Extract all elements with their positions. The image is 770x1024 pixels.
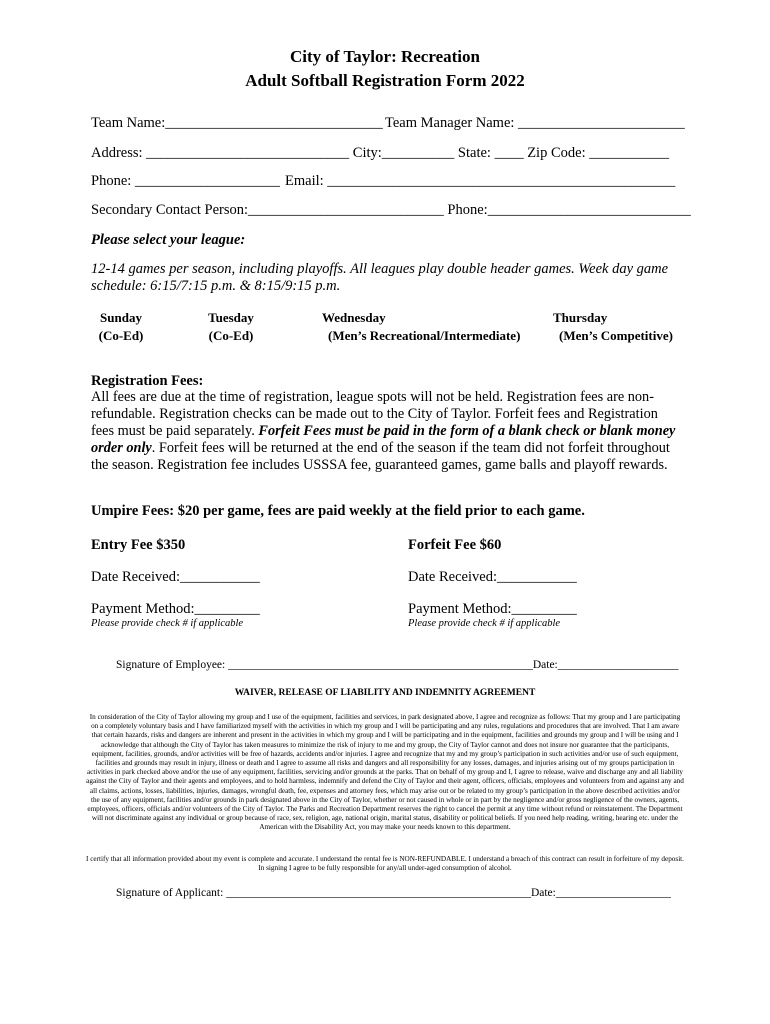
- schedule-line2: schedule: 6:15/7:15 p.m. & 8:15/9:15 p.m.: [91, 278, 341, 294]
- form-title-line1: City of Taylor: Recreation: [290, 47, 480, 66]
- league-day-label: Wednesday: [322, 310, 386, 325]
- form-title-line2: Adult Softball Registration Form 2022: [245, 71, 525, 90]
- registration-fees-text: [91, 389, 679, 474]
- forfeit-payment-method-field[interactable]: Payment Method:_________: [408, 601, 577, 617]
- certify-statement: I certify that all information provided about my event is complete and accurate. I understand the rental fee is NON-REFUNDABLE. I understand a breach of this contract can result in forfeiture of my deposit. In signing I agree to be fully responsible for any/all under-aged consumption of alcohol.: [86, 855, 684, 873]
- applicant-signature-field[interactable]: Signature of Applicant: _____________________________________________________Date:____________________: [116, 887, 671, 899]
- fees-text-part1: All fees are due at the time of registration, league spots will not be held. Registration fees are non-refundable. Registration checks can be made out to the City of Taylor. Forfeit fees and Registration fees must be paid separately.: [91, 389, 658, 439]
- forfeit-date-received-field[interactable]: Date Received:___________: [408, 569, 577, 585]
- fees-text-part2: . Forfeit fees will be returned at the end of the season if the team did not forfeit throughout the season. Registration fee includes USSSA fee, guaranteed games, game balls and playoff rewards.: [91, 440, 670, 473]
- league-option-sunday[interactable]: [91, 310, 151, 344]
- fees-text-bold: Forfeit Fees must be paid in the form of a blank check or blank money order only: [91, 423, 676, 456]
- entry-fee-label: Entry Fee $350: [91, 537, 186, 553]
- forfeit-fee-label: Forfeit Fee $60: [408, 537, 502, 553]
- umpire-fees: Umpire Fees: $20 per game, fees are paid weekly at the field prior to each game.: [91, 503, 585, 519]
- phone-field[interactable]: Phone: ____________________: [91, 173, 280, 189]
- league-option-wednesday[interactable]: [322, 310, 522, 344]
- league-type-label: (Men’s Competitive): [559, 328, 673, 343]
- registration-fees-heading: Registration Fees:: [91, 373, 204, 389]
- league-day-label: Tuesday: [208, 310, 254, 325]
- team-manager-field[interactable]: Team Manager Name: _______________________: [385, 115, 685, 131]
- secondary-contact-field[interactable]: Secondary Contact Person:___________________________ Phone:____________________________: [91, 202, 691, 218]
- entry-check-note: Please provide check # if applicable: [91, 618, 244, 629]
- team-name-field[interactable]: Team Name:______________________________: [91, 115, 383, 131]
- schedule-line1: 12-14 games per season, including playoffs. All leagues play double header games. Week day game: [91, 261, 669, 277]
- waiver-title: WAIVER, RELEASE OF LIABILITY AND INDEMNITY AGREEMENT: [234, 688, 536, 698]
- league-day-label: Thursday: [553, 310, 608, 325]
- league-day-label: Sunday: [100, 310, 142, 325]
- league-option-thursday[interactable]: [550, 310, 700, 344]
- entry-date-received-field[interactable]: Date Received:___________: [91, 569, 260, 585]
- entry-payment-method-field[interactable]: Payment Method:_________: [91, 601, 260, 617]
- email-field[interactable]: Email: ________________________________________________: [285, 173, 676, 189]
- league-type-label: (Men’s Recreational/Intermediate): [328, 328, 521, 343]
- league-type-label: (Co-Ed): [98, 328, 144, 343]
- employee-signature-field[interactable]: Signature of Employee: _____________________________________________________Date:_____________________: [116, 659, 679, 671]
- league-prompt: Please select your league:: [91, 232, 246, 248]
- address-line-field[interactable]: Address: ____________________________ City:__________ State: ____ Zip Code: ___________: [91, 145, 669, 161]
- waiver-body: In consideration of the City of Taylor allowing my group and I use of the equipment, facilities and services, in park designated above, I agree and recognize as follows: That my group and I are participating on a completely voluntary basis and I have familiarized myself with the activities in which my group and I will be participating and any rules, regulations and procedures that are involved. That I am aware that certain hazards, risks and dangers are inherent and present in the activities in which my group and I will be participating and in the equipment, facilities and grounds my group and I will be using and I acknowledge that although the City of Taylor has taken measures to minimize the risk of injury to me and my group, the City of Taylor cannot and does not insure nor guarantee that the participants, equipment, facilities, grounds, and/or activities will be free of hazards, accidents and/or injuries. I agree and recognize that my and my group’s participation in such activities and/or use of such equipment, facilities and grounds may result in injury, illness or death and I agree to assume all risks and dangers and all responsibility for any losses, damages, and injuries arising out of my groups participation in activities in park checked above and/or the use of any equipment, facilities, servicing and/or grounds at the parks. That on behalf of my group and I, I agree to release, waive and discharge any and all liability against the City of Taylor and their agents and employees, and to hold harmless, indemnify and defend the City of Taylor and their agent, officers, officials, employees and volunteers from and against any and all claims, actions, losses, liabilities, injuries, damages, wrongful death, fee, expenses and attorney fees, which may arise out or be related to my group’s participation in the above described activities and/or the use of any equipment, facilities and/or grounds in park designated above in the City of Taylor, whether or not caused in whole or in part by the negligence and/or gross negligence of the owners, agents, employees, officers, officials and/or volunteers of the City of Taylor. The Parks and Recreation Department reserves the right to cancel the permit at any time without refund or reinstatement. The Department will not discriminate against any individual or group because of race, sex, religion, age, national origin, marital status, disability or political beliefs. If you need help reading, writing, hearing etc. under the American with the Disability Act, you may make your needs known to this department.: [86, 713, 684, 832]
- forfeit-check-note: Please provide check # if applicable: [408, 618, 561, 629]
- league-type-label: (Co-Ed): [208, 328, 254, 343]
- league-option-tuesday[interactable]: [198, 310, 264, 344]
